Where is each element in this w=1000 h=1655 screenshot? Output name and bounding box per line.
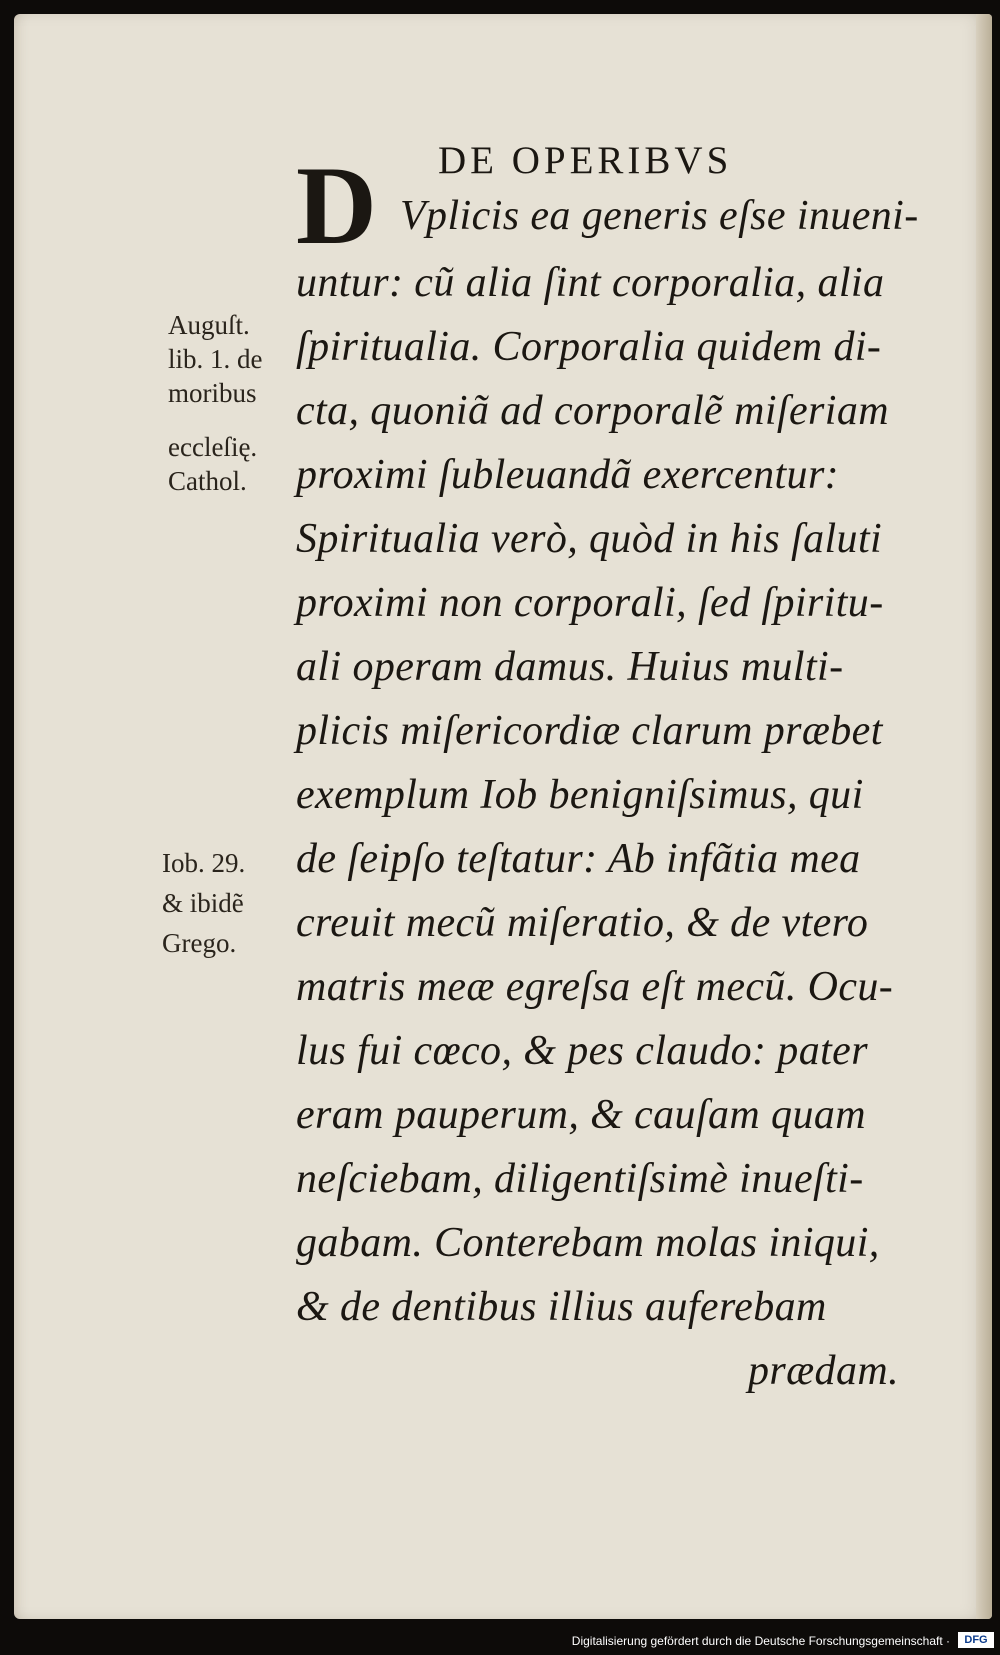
text-line: prædam. [748,1348,899,1394]
dfg-logo: DFG [958,1632,994,1648]
margin-note-line: eccleſię. [168,432,258,462]
drop-cap: D [296,144,377,268]
text-line: eram pauperum, & cauſam quam [296,1092,866,1138]
margin-note-line: moribus [168,378,257,408]
text-line: cta, quoniã ad corporalẽ miſeriam [296,388,889,434]
margin-note-line: Auguſt. [168,310,250,340]
text-line: Vplicis ea generis eſse inueni- [400,193,919,239]
text-line: gabam. Conterebam molas iniqui, [296,1220,880,1266]
text-line: ſpiritualia. Corporalia quidem di- [296,324,882,370]
text-line: proximi non corporali, ſed ſpiritu- [296,580,884,626]
page-edge [976,14,992,1619]
text-line: plicis miſericordiæ clarum præbet [296,708,883,754]
text-line: creuit mecũ miſeratio, & de vtero [296,900,869,946]
text-line: matris meæ egreſsa eſt mecũ. Ocu- [296,964,894,1010]
page-header: DE OPERIBVS [438,139,733,182]
margin-note-line: lib. 1. de [168,344,263,374]
margin-note-line: Iob. 29. [162,848,246,878]
footer-credit: Digitalisierung gefördert durch die Deutsche Forschungsgemeinschaft · [571,1634,950,1648]
text-line: ali operam damus. Huius multi- [296,644,844,690]
margin-note-line: Grego. [162,928,237,958]
text-line: proximi ſubleuandã exercentur: [296,452,840,498]
text-line: untur: cũ alia ſint corporalia, alia [296,260,885,306]
margin-note-line: Cathol. [168,466,247,496]
text-line: exemplum Iob benigniſsimus, qui [296,772,864,818]
text-line: neſciebam, diligentiſsimè inueſti- [296,1156,864,1202]
text-line: & de dentibus illius auferebam [296,1284,827,1330]
text-line: Spiritualia verò, quòd in his ſaluti [296,516,883,562]
text-line: lus fui cœco, & pes claudo: pater [296,1028,868,1074]
margin-note-line: & ibidẽ [162,888,244,918]
text-line: de ſeipſo teſtatur: Ab infãtia mea [296,836,861,882]
